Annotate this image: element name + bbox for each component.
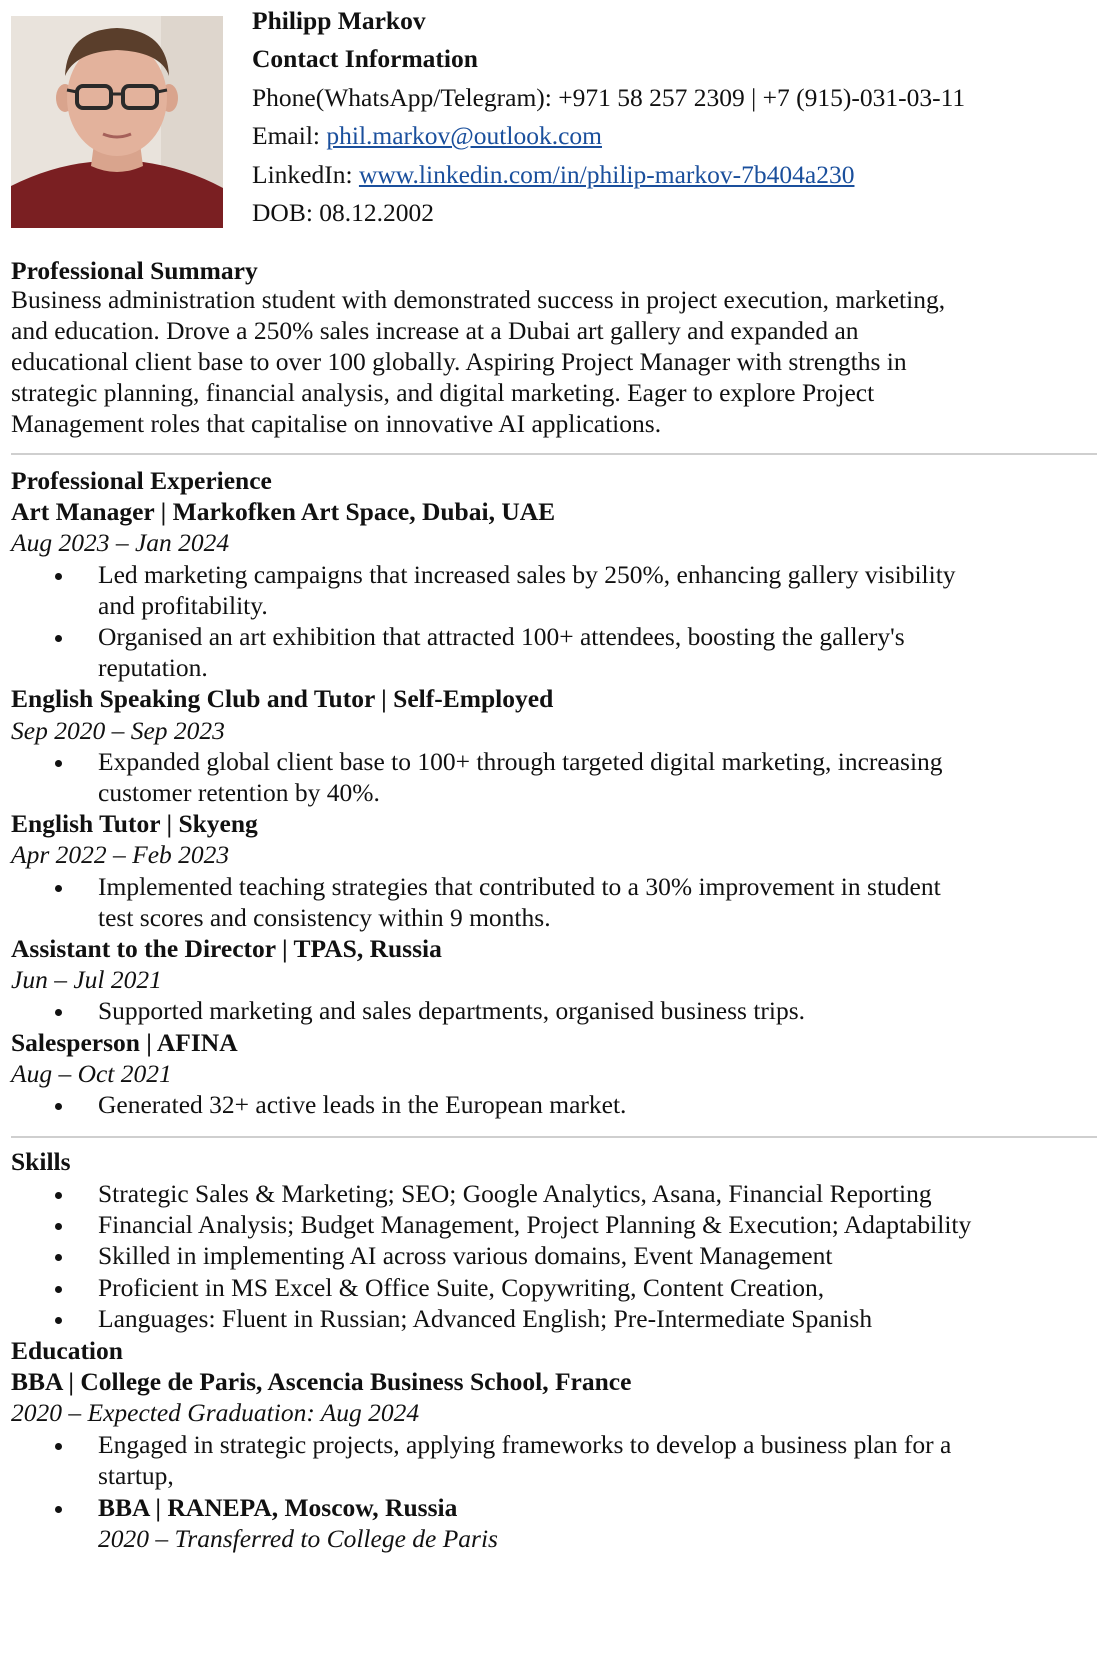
email-label: Email: [252, 121, 327, 151]
list-item [11, 1492, 1091, 1555]
job-dates: Aug – Oct 2021 [11, 1058, 172, 1088]
contact-heading: Contact Information [252, 44, 478, 74]
contact-block [252, 0, 965, 246]
education-bullets [11, 1429, 1091, 1555]
summary-line: and education. Drove a 250% sales increase at a Dubai art gallery and expanded an [11, 316, 859, 345]
bullet-line: and profitability. [98, 590, 268, 620]
candidate-name: Philipp Markov [252, 6, 426, 35]
job-role: Salesperson | AFINA [11, 1027, 238, 1057]
job-role: Assistant to the Director | TPAS, Russia [11, 934, 442, 964]
email-line [252, 117, 965, 155]
list-item: Generated 32+ active leads in the European market. [11, 1089, 1091, 1120]
education-degree-2: BBA | RANEPA, Moscow, Russia [98, 1492, 458, 1522]
linkedin-line [252, 156, 965, 194]
linkedin-label: LinkedIn: [252, 159, 359, 189]
bullet-line: reputation. [98, 653, 208, 683]
job-role: Art Manager | Markofken Art Space, Dubai, UAE [11, 497, 556, 527]
summary-line: Business administration student with demonstrated success in project execution, marketing, [11, 285, 946, 314]
job-dates: Sep 2020 – Sep 2023 [11, 715, 225, 745]
resume-page [11, 0, 1091, 1555]
list-item [11, 746, 1091, 808]
profile-photo [11, 16, 223, 228]
job-bullets [11, 559, 1091, 684]
job-dates: Apr 2022 – Feb 2023 [11, 840, 230, 870]
experience-section [11, 465, 1091, 1120]
bullet-line: startup, [98, 1461, 174, 1491]
job-bullets [11, 746, 1091, 808]
skills-list [11, 1178, 1091, 1335]
list-item: Skilled in implementing AI across various domains, Event Management [11, 1240, 1091, 1271]
job-dates: Aug 2023 – Jan 2024 [11, 528, 230, 558]
job-entry [11, 933, 1091, 1027]
list-item: Supported marketing and sales departments, organised business trips. [11, 995, 1091, 1026]
skills-section [11, 1146, 1091, 1334]
job-entry [11, 808, 1091, 933]
linkedin-link[interactable]: www.linkedin.com/in/philip-markov-7b404a230 [358, 159, 855, 189]
email-link[interactable]: phil.markov@outlook.com [326, 121, 602, 151]
list-item [11, 559, 1091, 621]
list-item [11, 1429, 1091, 1492]
job-bullets [11, 1089, 1091, 1120]
skills-title: Skills [11, 1147, 71, 1177]
job-entry [11, 496, 1091, 683]
education-title: Education [11, 1335, 123, 1365]
education-dates: 2020 – Expected Graduation: Aug 2024 [11, 1398, 420, 1428]
bullet-line: Organised an art exhibition that attracted 100+ attendees, boosting the gallery's [98, 622, 905, 651]
job-entry [11, 1027, 1091, 1121]
list-item: Proficient in MS Excel & Office Suite, Copywriting, Content Creation, [11, 1272, 1091, 1303]
bullet-line: Expanded global client base to 100+ through targeted digital marketing, increasing [98, 746, 943, 776]
summary-line: Management roles that capitalise on innovative AI applications. [11, 409, 662, 438]
summary-line: strategic planning, financial analysis, and digital marketing. Eager to explore Project [11, 378, 875, 407]
list-item: Financial Analysis; Budget Management, Project Planning & Execution; Adaptability [11, 1209, 1091, 1240]
education-dates-2: 2020 – Transferred to College de Paris [98, 1524, 498, 1554]
bullet-line: test scores and consistency within 9 months. [98, 902, 551, 932]
experience-title: Professional Experience [11, 466, 272, 495]
education-section [11, 1335, 1091, 1555]
list-item: Strategic Sales & Marketing; SEO; Google Analytics, Asana, Financial Reporting [11, 1178, 1091, 1209]
list-item [11, 871, 1091, 933]
summary-title: Professional Summary [11, 256, 258, 285]
bullet-line: customer retention by 40%. [98, 778, 380, 808]
summary-section [11, 254, 1091, 439]
job-entry [11, 683, 1091, 808]
job-role: English Speaking Club and Tutor | Self-Employed [11, 684, 554, 714]
divider [11, 1136, 1097, 1138]
job-dates: Jun – Jul 2021 [11, 965, 162, 995]
job-bullets [11, 995, 1091, 1026]
summary-line: educational client base to over 100 globally. Aspiring Project Manager with strengths in [11, 347, 907, 376]
bullet-line: Led marketing campaigns that increased sales by 250%, enhancing gallery visibility [98, 559, 956, 589]
phone-line: Phone(WhatsApp/Telegram): +971 58 257 2309 | +7 (915)-031-03-11 [252, 82, 966, 112]
dob-line: DOB: 08.12.2002 [252, 197, 435, 227]
bullet-line: Engaged in strategic projects, applying frameworks to develop a business plan for a [98, 1429, 952, 1459]
resume-header [11, 0, 1091, 246]
list-item [11, 621, 1091, 683]
list-item: Languages: Fluent in Russian; Advanced English; Pre-Intermediate Spanish [11, 1303, 1091, 1334]
divider [11, 453, 1097, 455]
job-bullets [11, 871, 1091, 933]
job-role: English Tutor | Skyeng [11, 809, 258, 839]
bullet-line: Implemented teaching strategies that contributed to a 30% improvement in student [98, 871, 941, 901]
education-degree: BBA | College de Paris, Ascencia Business School, France [11, 1367, 632, 1397]
